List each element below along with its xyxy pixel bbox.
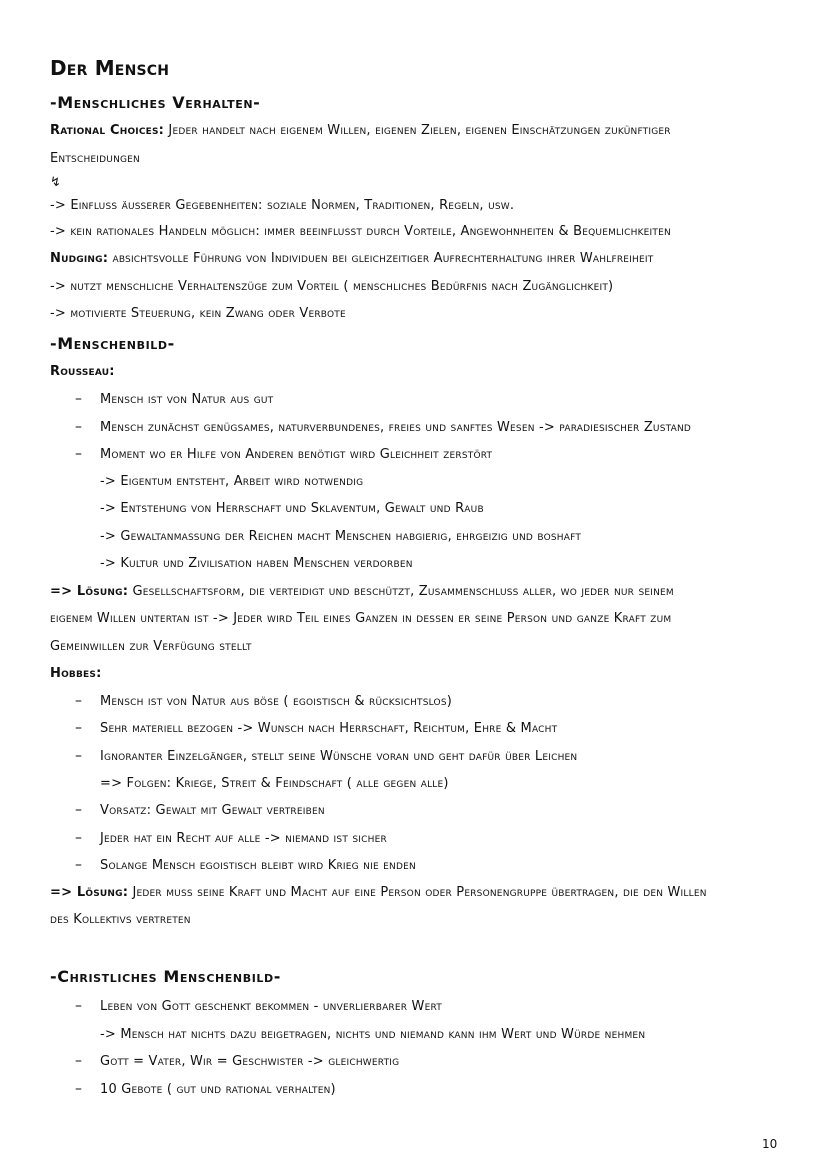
list-item: Gott = Vater, Wir = Geschwister -> gleichwertig <box>100 1054 400 1069</box>
rational-choices-label: Rational Choices: <box>50 123 165 138</box>
text-line: Gemeinwillen zur Verfügung stellt <box>50 639 252 654</box>
bullet-dash: – <box>75 802 82 818</box>
nudging-line <box>50 251 653 267</box>
solution-text: Gesellschaftsform, die verteidigt und beschützt, Zusammenschluss aller, wo jeder nur seinem <box>128 584 674 599</box>
sub-item: -> Mensch hat nichts dazu beigetragen, nichts und niemand kann ihm Wert und Würde nehmen <box>100 1027 646 1042</box>
text-line: -> nutzt menschliche Verhaltenszüge zum Vorteil ( menschliches Bedürfnis nach Zugänglichkeit) <box>50 279 614 294</box>
bullet-dash: – <box>75 1081 82 1097</box>
sub-item: => Folgen: Kriege, Streit & Feindschaft ( alle gegen alle) <box>100 776 449 791</box>
text-line: -> kein rationales Handeln möglich: immer beeinflusst durch Vorteile, Angewohnheiten & Bequemlichkeiten <box>50 224 671 239</box>
solution-label: => Lösung: <box>50 584 129 599</box>
sub-item: -> Kultur und Zivilisation haben Menschen verdorben <box>100 556 413 571</box>
bullet-dash: – <box>75 857 82 873</box>
page-number: 10 <box>762 1137 778 1151</box>
list-item: Sehr materiell bezogen -> Wunsch nach Herrschaft, Reichtum, Ehre & Macht <box>100 721 558 736</box>
list-item: Ignoranter Einzelgänger, stellt seine Wünsche voran und geht dafür über Leichen <box>100 749 578 764</box>
bullet-dash: – <box>75 720 82 736</box>
text-line: -> motivierte Steuerung, kein Zwang oder Verbote <box>50 306 346 321</box>
hobbes-solution-line <box>50 885 707 901</box>
sub-item: -> Eigentum entsteht, Arbeit wird notwendig <box>100 474 364 489</box>
lightning-symbol: ↯ <box>50 175 62 190</box>
sub-item: -> Gewaltanmaßung der Reichen macht Menschen habgierig, ehrgeizig und boshaft <box>100 529 582 544</box>
rational-choices-line <box>50 123 671 139</box>
list-item: Solange Mensch egoistisch bleibt wird Krieg nie enden <box>100 858 416 873</box>
solution-label: => Lösung: <box>50 885 129 900</box>
list-item: Mensch ist von Natur aus böse ( egoistisch & rücksichtslos) <box>100 694 453 709</box>
rousseau-solution-line <box>50 584 674 600</box>
bullet-dash: – <box>75 446 82 462</box>
solution-text: Jeder muss seine Kraft und Macht auf eine Person oder Personengruppe übertragen, die den Willen <box>128 885 707 900</box>
sub-item: -> Entstehung von Herrschaft und Sklaventum, Gewalt und Raub <box>100 501 484 516</box>
bullet-dash: – <box>75 693 82 709</box>
list-item: Leben von Gott geschenkt bekommen - unverlierbarer Wert <box>100 999 442 1014</box>
bullet-dash: – <box>75 998 82 1014</box>
text-line: des Kollektivs vertreten <box>50 912 191 927</box>
bullet-dash: – <box>75 748 82 764</box>
bullet-dash: – <box>75 419 82 435</box>
rational-choices-cont: Entscheidungen <box>50 151 140 166</box>
list-item: Mensch zunächst genügsames, naturverbundenes, freies und sanftes Wesen -> paradiesischer Zustand <box>100 420 692 435</box>
section-heading-christlich: -Christliches Menschenbild- <box>50 967 281 986</box>
list-item: Vorsatz: Gewalt mit Gewalt vertreiben <box>100 803 325 818</box>
page-title: Der Mensch <box>50 56 170 80</box>
list-item: Mensch ist von Natur aus gut <box>100 392 274 407</box>
bullet-dash: – <box>75 830 82 846</box>
list-item: Moment wo er Hilfe von Anderen benötigt wird Gleichheit zerstört <box>100 447 493 462</box>
text-line: -> Einfluss äußerer Gegebenheiten: soziale Normen, Traditionen, Regeln, usw. <box>50 198 515 213</box>
text-line: eigenem Willen untertan ist -> Jeder wird Teil eines Ganzen in dessen er seine Person und ganze Kraft zum <box>50 611 672 626</box>
list-item: Jeder hat ein Recht auf alle -> niemand ist sicher <box>100 831 387 846</box>
rational-choices-text: Jeder handelt nach eigenem Willen, eigenen Zielen, eigenen Einschätzungen zukünftiger <box>164 123 671 138</box>
section-heading-verhalten: -Menschliches Verhalten- <box>50 93 261 112</box>
bullet-dash: – <box>75 391 82 407</box>
hobbes-heading: Hobbes: <box>50 666 102 681</box>
section-heading-menschenbild: -Menschenbild- <box>50 334 175 353</box>
rousseau-heading: Rousseau: <box>50 364 115 379</box>
nudging-text: absichtsvolle Führung von Individuen bei gleichzeitiger Aufrechterhaltung ihrer Wahlfreiheit <box>108 251 654 266</box>
bullet-dash: – <box>75 1053 82 1069</box>
list-item: 10 Gebote ( gut und rational verhalten) <box>100 1082 336 1097</box>
nudging-label: Nudging: <box>50 251 109 266</box>
